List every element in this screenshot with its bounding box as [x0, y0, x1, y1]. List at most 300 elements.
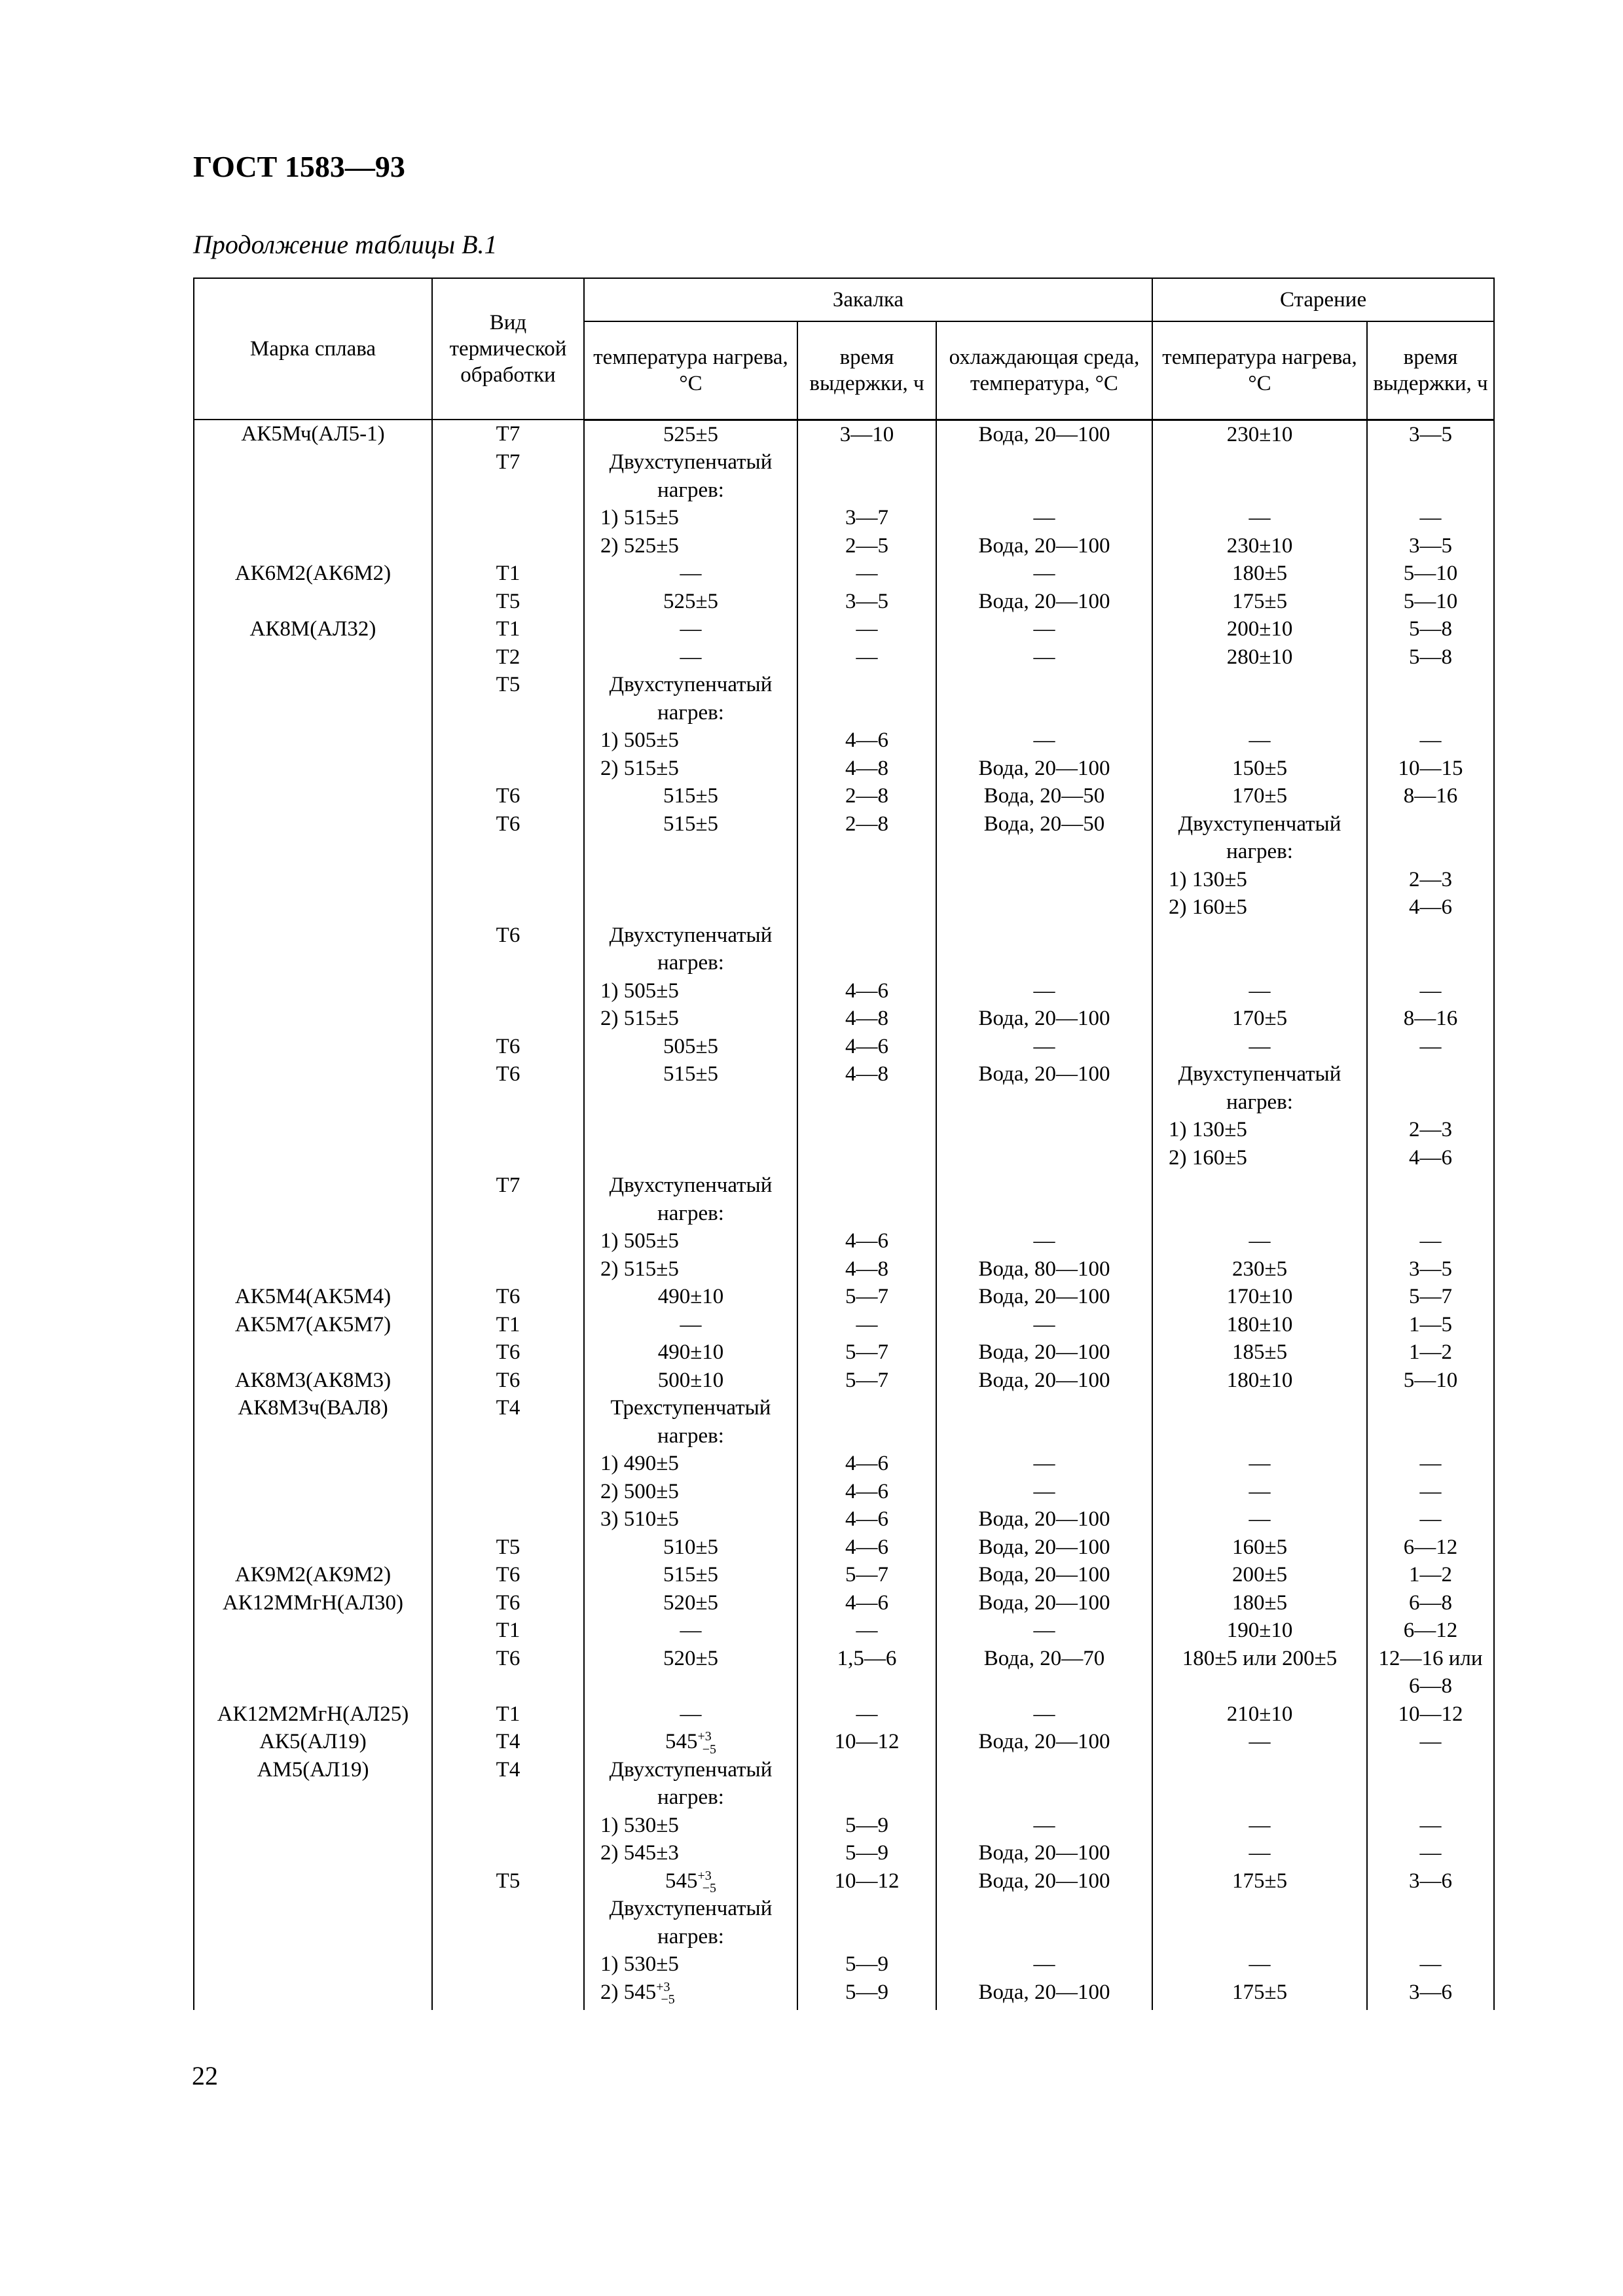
- cell-quench-temp-text: 1) 505±5: [600, 728, 679, 752]
- table-row: [194, 1144, 1494, 1172]
- cell-quench-time: [797, 699, 936, 727]
- cell-quench-time: [797, 1116, 936, 1144]
- cell-quench-temp-text: 2) 545±3: [600, 1841, 679, 1865]
- cell-quench-time-text: 3—7: [845, 506, 888, 529]
- table-row: [194, 838, 1494, 866]
- cell-aging-temp-text: 280±10: [1226, 645, 1293, 669]
- cell-alloy: [194, 1672, 432, 1700]
- cell-aging-time: [1367, 1867, 1494, 1895]
- cell-treatment: [432, 1672, 584, 1700]
- cell-quench-temp: [584, 1255, 797, 1283]
- cell-alloy: [194, 1227, 432, 1255]
- cell-aging-time: [1367, 1756, 1494, 1784]
- cell-quench-cooling: [936, 755, 1152, 783]
- cell-treatment: [432, 1227, 584, 1255]
- cell-treatment-text: Т1: [496, 562, 520, 585]
- cell-quench-temp: [584, 1227, 797, 1255]
- cell-treatment: [432, 504, 584, 532]
- cell-treatment-text: Т6: [496, 1646, 520, 1670]
- cell-quench-temp: [584, 1895, 797, 1923]
- cell-alloy: [194, 1116, 432, 1144]
- table-body: [194, 420, 1494, 2010]
- cell-alloy-text: АК5М4(АК5М4): [234, 1285, 392, 1308]
- cell-quench-cooling-text: Вода, 20—100: [978, 422, 1110, 446]
- cell-treatment: [432, 1005, 584, 1033]
- cell-quench-temp: [584, 1700, 797, 1729]
- cell-quench-cooling: [936, 1561, 1152, 1589]
- cell-quench-cooling-text: —: [1033, 728, 1055, 752]
- cell-quench-time: [797, 1756, 936, 1784]
- cell-quench-cooling: [936, 1172, 1152, 1200]
- cell-quench-cooling: [936, 1311, 1152, 1339]
- cell-quench-time: [797, 1005, 936, 1033]
- tolerance-upper: +3: [656, 1979, 670, 1994]
- cell-quench-time: [797, 1311, 936, 1339]
- cell-quench-cooling: [936, 1923, 1152, 1951]
- cell-aging-time: [1367, 838, 1494, 866]
- cell-aging-temp: [1152, 1283, 1367, 1311]
- cell-quench-temp: [584, 1979, 797, 2011]
- cell-aging-temp: [1152, 1728, 1367, 1756]
- cell-quench-time: [797, 1505, 936, 1534]
- cell-quench-cooling: [936, 1033, 1152, 1061]
- cell-aging-temp: [1152, 893, 1367, 922]
- cell-aging-time-text: 8—16: [1403, 784, 1458, 808]
- cell-aging-time-text: —: [1419, 728, 1442, 752]
- table-row: [194, 1534, 1494, 1562]
- cell-quench-temp: [584, 1728, 797, 1756]
- cell-quench-time-text: 5—7: [845, 1368, 888, 1392]
- cell-quench-temp: [584, 1033, 797, 1061]
- cell-treatment: [432, 1867, 584, 1895]
- cell-treatment: [432, 1589, 584, 1617]
- table-row: [194, 1088, 1494, 1117]
- cell-quench-cooling-text: —: [1033, 1452, 1055, 1475]
- cell-quench-temp: [584, 1172, 797, 1200]
- cell-alloy: [194, 726, 432, 755]
- cell-quench-cooling-text: —: [1033, 978, 1055, 1003]
- cell-aging-temp: [1152, 504, 1367, 532]
- cell-quench-time: [797, 726, 936, 755]
- cell-quench-time-text: 4—8: [845, 1257, 888, 1281]
- table-row: [194, 1700, 1494, 1729]
- cell-quench-cooling: [936, 1979, 1152, 2011]
- table-row: [194, 1311, 1494, 1339]
- cell-aging-time: [1367, 1116, 1494, 1144]
- cell-treatment: [432, 866, 584, 894]
- cell-quench-cooling: [936, 1060, 1152, 1088]
- cell-treatment: [432, 949, 584, 977]
- cell-treatment: [432, 922, 584, 950]
- cell-aging-time: [1367, 866, 1494, 894]
- cell-quench-temp: [584, 1116, 797, 1144]
- cell-quench-cooling: [936, 838, 1152, 866]
- cell-aging-time: [1367, 643, 1494, 672]
- cell-quench-temp-text: 1) 530±5: [600, 1813, 679, 1837]
- cell-alloy: [194, 1700, 432, 1729]
- cell-quench-temp-text: 515±5: [663, 812, 719, 836]
- cell-quench-temp-text: Двухступенчатый: [609, 1174, 773, 1197]
- cell-treatment-text: Т4: [496, 1757, 520, 1782]
- cell-quench-time: [797, 1867, 936, 1895]
- cell-alloy: [194, 1505, 432, 1534]
- cell-quench-cooling: [936, 1645, 1152, 1673]
- cell-alloy: [194, 1367, 432, 1395]
- cell-aging-time-text: 6—8: [1409, 1590, 1453, 1615]
- cell-quench-cooling-text: Вода, 20—100: [978, 1535, 1110, 1559]
- cell-aging-time-text: 5—8: [1409, 617, 1453, 641]
- col-alloy-header: Марка сплава: [194, 278, 432, 420]
- cell-quench-cooling-text: —: [1033, 1952, 1055, 1976]
- cell-quench-time: [797, 1728, 936, 1756]
- cell-quench-temp-text: 490±10: [657, 1340, 724, 1364]
- cell-quench-time: [797, 1561, 936, 1589]
- cell-quench-temp-text: нагрев:: [657, 1785, 724, 1809]
- cell-alloy: [194, 1283, 432, 1311]
- cell-quench-time-text: 5—7: [845, 1340, 888, 1364]
- cell-quench-cooling-text: —: [1033, 1479, 1055, 1503]
- cell-aging-time-text: 4—6: [1409, 1145, 1453, 1170]
- table-caption: Продолжение таблицы В.1: [193, 230, 498, 259]
- cell-aging-time: [1367, 1367, 1494, 1395]
- cell-treatment: [432, 1645, 584, 1673]
- cell-treatment-text: Т7: [496, 450, 520, 474]
- cell-quench-temp: [584, 1005, 797, 1033]
- cell-quench-cooling-text: Вода, 20—100: [978, 1340, 1110, 1364]
- cell-quench-temp-text: 525±5: [663, 422, 719, 446]
- cell-aging-time: [1367, 1005, 1494, 1033]
- cell-quench-temp-text: нагрев:: [657, 478, 724, 502]
- cell-aging-time-text: —: [1419, 1841, 1442, 1865]
- cell-aging-time-text: 12—16 или: [1378, 1646, 1483, 1670]
- cell-quench-temp: [584, 1561, 797, 1589]
- cell-treatment-text: Т6: [496, 1590, 520, 1615]
- cell-alloy-text: АК5Мч(АЛ5-1): [241, 422, 385, 446]
- table-row: [194, 643, 1494, 672]
- cell-quench-cooling: [936, 922, 1152, 950]
- cell-quench-cooling: [936, 1005, 1152, 1033]
- cell-quench-temp-text: 505±5: [663, 1034, 719, 1058]
- cell-aging-temp: [1152, 1867, 1367, 1895]
- cell-aging-temp: [1152, 1172, 1367, 1200]
- cell-aging-temp: [1152, 1338, 1367, 1367]
- cell-aging-time-text: —: [1419, 1452, 1442, 1475]
- cell-treatment-text: Т6: [496, 923, 520, 947]
- cell-aging-temp-text: 175±5: [1231, 1869, 1288, 1893]
- cell-quench-cooling: [936, 504, 1152, 532]
- cell-quench-temp-text: 2) 515±5: [600, 756, 679, 780]
- cell-quench-cooling-text: —: [1033, 1619, 1055, 1642]
- cell-treatment-text: Т2: [496, 645, 520, 669]
- cell-treatment-text: Т4: [496, 1730, 520, 1753]
- cell-quench-temp-text: нагрев:: [657, 1924, 724, 1948]
- cell-quench-temp: [584, 1923, 797, 1951]
- cell-aging-temp-text: —: [1249, 1507, 1271, 1531]
- cell-aging-time-text: 3—6: [1409, 1869, 1453, 1893]
- tolerance: [656, 1979, 675, 2007]
- cell-treatment: [432, 1283, 584, 1311]
- tolerance-lower: −5: [661, 1992, 675, 2007]
- cell-treatment: [432, 1839, 584, 1867]
- cell-aging-temp-text: 160±5: [1231, 1535, 1288, 1559]
- cell-quench-cooling: [936, 420, 1152, 448]
- cell-aging-temp-text: Двухступенчатый: [1178, 1062, 1341, 1086]
- cell-aging-temp-text: Двухступенчатый: [1178, 812, 1341, 836]
- cell-alloy: [194, 1478, 432, 1506]
- cell-aging-time: [1367, 1283, 1494, 1311]
- col-aging-time-header: время выдержки, ч: [1367, 321, 1494, 420]
- cell-quench-temp-text: 500±10: [657, 1368, 724, 1392]
- cell-quench-temp: [584, 1338, 797, 1367]
- cell-aging-time: [1367, 1672, 1494, 1700]
- cell-quench-temp-text: 515±5: [663, 784, 719, 808]
- cell-quench-cooling-text: —: [1033, 645, 1055, 669]
- cell-aging-temp: [1152, 1617, 1367, 1645]
- cell-quench-cooling-text: Вода, 20—100: [978, 1062, 1110, 1086]
- cell-alloy: [194, 782, 432, 810]
- cell-aging-time-text: 10—12: [1398, 1702, 1463, 1726]
- cell-quench-cooling-text: Вода, 20—100: [978, 1285, 1110, 1308]
- cell-treatment: [432, 1060, 584, 1088]
- table-row: [194, 1478, 1494, 1506]
- cell-aging-time-text: —: [1419, 1479, 1442, 1503]
- cell-treatment-text: Т1: [496, 1312, 520, 1336]
- cell-quench-cooling-text: —: [1033, 1813, 1055, 1837]
- cell-quench-time: [797, 1394, 936, 1422]
- cell-aging-time: [1367, 1700, 1494, 1729]
- cell-treatment: [432, 615, 584, 643]
- cell-aging-time-text: —: [1419, 1813, 1442, 1837]
- cell-treatment: [432, 1116, 584, 1144]
- cell-quench-time-text: 4—6: [845, 1590, 888, 1615]
- cell-quench-temp: [584, 588, 797, 616]
- cell-alloy: [194, 448, 432, 476]
- cell-quench-cooling-text: Вода, 20—100: [978, 756, 1110, 780]
- cell-quench-time-text: 5—9: [845, 1841, 888, 1865]
- cell-aging-temp: [1152, 1839, 1367, 1867]
- cell-quench-time: [797, 782, 936, 810]
- cell-aging-temp: [1152, 1422, 1367, 1450]
- cell-aging-time-text: —: [1419, 978, 1442, 1003]
- cell-alloy: [194, 1756, 432, 1784]
- cell-aging-temp: [1152, 1116, 1367, 1144]
- cell-aging-time-text: 3—5: [1409, 422, 1453, 446]
- table-row: [194, 1812, 1494, 1840]
- table-row: [194, 1505, 1494, 1534]
- cell-quench-cooling: [936, 1338, 1152, 1367]
- col-treatment-header: Вид термической обработки: [432, 278, 584, 420]
- cell-aging-temp: [1152, 1033, 1367, 1061]
- cell-quench-cooling: [936, 782, 1152, 810]
- cell-aging-time-text: 6—8: [1409, 1674, 1453, 1698]
- cell-alloy: [194, 866, 432, 894]
- cell-treatment: [432, 1784, 584, 1812]
- cell-quench-time: [797, 643, 936, 672]
- cell-quench-time: [797, 1283, 936, 1311]
- cell-treatment: [432, 1478, 584, 1506]
- cell-quench-temp-text: 515±5: [663, 1563, 719, 1587]
- cell-quench-temp: [584, 420, 797, 448]
- cell-aging-temp: [1152, 1450, 1367, 1478]
- cell-quench-cooling-text: —: [1033, 1312, 1055, 1336]
- cell-quench-temp: [584, 755, 797, 783]
- cell-quench-temp-text: 2) 515±5: [600, 1007, 679, 1030]
- table-row: [194, 420, 1494, 448]
- cell-aging-time-text: 2—3: [1409, 1118, 1453, 1141]
- table-row: [194, 1060, 1494, 1088]
- cell-alloy: [194, 977, 432, 1005]
- cell-aging-temp: [1152, 643, 1367, 672]
- cell-quench-time-text: 5—9: [845, 1980, 888, 2004]
- cell-treatment: [432, 1394, 584, 1422]
- cell-quench-cooling: [936, 866, 1152, 894]
- cell-aging-temp-text: —: [1249, 1479, 1271, 1503]
- cell-quench-time: [797, 1338, 936, 1367]
- cell-treatment-text: Т5: [496, 1869, 520, 1893]
- cell-alloy: [194, 588, 432, 616]
- cell-treatment: [432, 1728, 584, 1756]
- cell-quench-time: [797, 1422, 936, 1450]
- cell-quench-time: [797, 1812, 936, 1840]
- cell-treatment-text: Т6: [496, 1062, 520, 1086]
- cell-quench-cooling: [936, 810, 1152, 838]
- cell-aging-temp-text: нагрев:: [1226, 840, 1293, 863]
- cell-quench-cooling-text: —: [1033, 506, 1055, 529]
- cell-quench-cooling: [936, 1367, 1152, 1395]
- table-row: [194, 1283, 1494, 1311]
- cell-aging-temp: [1152, 1979, 1367, 2011]
- cell-quench-temp: [584, 1867, 797, 1895]
- cell-quench-time-text: 4—6: [845, 978, 888, 1003]
- cell-treatment: [432, 1255, 584, 1283]
- cell-quench-time-text: —: [856, 617, 878, 641]
- cell-alloy-text: АК6М2(АК6М2): [234, 562, 392, 585]
- col-aging-group-header: Старение: [1152, 278, 1494, 321]
- cell-quench-time: [797, 866, 936, 894]
- cell-aging-time: [1367, 810, 1494, 838]
- cell-quench-temp-text: 1) 515±5: [600, 506, 679, 529]
- table-row: [194, 1839, 1494, 1867]
- cell-aging-time-text: 1—2: [1409, 1340, 1453, 1364]
- cell-quench-temp-text: нагрев:: [657, 951, 724, 975]
- cell-quench-temp-text: Двухступенчатый: [609, 923, 773, 947]
- cell-alloy: [194, 1394, 432, 1422]
- cell-quench-cooling: [936, 1394, 1152, 1422]
- cell-quench-cooling: [936, 1227, 1152, 1255]
- cell-aging-temp-text: 190±10: [1226, 1619, 1293, 1642]
- cell-quench-time: [797, 1088, 936, 1117]
- cell-quench-cooling-text: Вода, 20—100: [978, 1563, 1110, 1587]
- cell-quench-time: [797, 504, 936, 532]
- cell-quench-temp-text: —: [680, 1702, 702, 1726]
- cell-aging-time: [1367, 726, 1494, 755]
- cell-aging-time: [1367, 1255, 1494, 1283]
- cell-aging-time-text: —: [1419, 1730, 1442, 1753]
- table-row: [194, 476, 1494, 505]
- cell-alloy: [194, 1338, 432, 1367]
- cell-treatment: [432, 1700, 584, 1729]
- cell-aging-temp: [1152, 699, 1367, 727]
- cell-alloy: [194, 1839, 432, 1867]
- col-quench-temp-header: температура нагрева, °С: [584, 321, 797, 420]
- cell-quench-cooling: [936, 1422, 1152, 1450]
- cell-quench-time: [797, 615, 936, 643]
- cell-aging-time: [1367, 782, 1494, 810]
- cell-aging-temp-text: 170±5: [1231, 784, 1288, 808]
- cell-treatment-text: Т5: [496, 1535, 520, 1559]
- cell-alloy: [194, 1534, 432, 1562]
- tolerance: [697, 1728, 716, 1756]
- cell-quench-time: [797, 1033, 936, 1061]
- cell-quench-time: [797, 1950, 936, 1979]
- cell-quench-cooling: [936, 1088, 1152, 1117]
- cell-aging-temp-text: 170±10: [1226, 1285, 1293, 1308]
- cell-quench-temp: [584, 504, 797, 532]
- cell-quench-temp-text: 2) 515±5: [600, 1257, 679, 1281]
- cell-aging-time: [1367, 1784, 1494, 1812]
- cell-aging-temp-text: 2) 160±5: [1169, 895, 1247, 919]
- cell-quench-temp: [584, 1311, 797, 1339]
- cell-aging-time: [1367, 1144, 1494, 1172]
- cell-quench-cooling: [936, 448, 1152, 476]
- cell-aging-temp-text: —: [1249, 1952, 1271, 1976]
- cell-aging-temp: [1152, 1589, 1367, 1617]
- cell-aging-temp-text: 175±5: [1231, 589, 1288, 613]
- cell-aging-temp: [1152, 866, 1367, 894]
- cell-aging-time-text: 4—6: [1409, 895, 1453, 919]
- cell-aging-time: [1367, 671, 1494, 699]
- cell-alloy: [194, 1979, 432, 2011]
- table-row: [194, 949, 1494, 977]
- cell-quench-temp-text: Двухступенчатый: [609, 450, 773, 474]
- cell-aging-temp-text: 200±10: [1226, 617, 1293, 641]
- cell-aging-time: [1367, 1728, 1494, 1756]
- cell-quench-temp: [584, 1617, 797, 1645]
- cell-aging-temp: [1152, 420, 1367, 448]
- table-row: [194, 1227, 1494, 1255]
- cell-treatment: [432, 532, 584, 560]
- cell-quench-temp-text: Двухступенчатый: [609, 1757, 773, 1782]
- cell-aging-temp: [1152, 838, 1367, 866]
- cell-aging-temp: [1152, 1478, 1367, 1506]
- cell-aging-time-text: 5—7: [1409, 1285, 1453, 1308]
- cell-aging-temp-text: —: [1249, 728, 1271, 752]
- cell-alloy: [194, 1923, 432, 1951]
- cell-aging-temp: [1152, 1784, 1367, 1812]
- cell-aging-time: [1367, 699, 1494, 727]
- cell-alloy-text: АК5М7(АК5М7): [234, 1312, 392, 1336]
- cell-quench-time: [797, 838, 936, 866]
- table-row: [194, 782, 1494, 810]
- cell-quench-cooling: [936, 532, 1152, 560]
- cell-quench-temp: [584, 1144, 797, 1172]
- cell-quench-cooling: [936, 1617, 1152, 1645]
- cell-quench-time: [797, 1923, 936, 1951]
- cell-quench-time: [797, 1589, 936, 1617]
- table-row: [194, 1172, 1494, 1200]
- cell-quench-temp: [584, 922, 797, 950]
- cell-quench-cooling-text: Вода, 20—100: [978, 589, 1110, 613]
- tolerance-upper: +3: [697, 1729, 712, 1744]
- cell-quench-cooling: [936, 588, 1152, 616]
- cell-quench-temp-text: 525±5: [663, 589, 719, 613]
- cell-alloy-text: АК12ММгН(АЛ30): [222, 1590, 404, 1615]
- cell-aging-time: [1367, 1979, 1494, 2011]
- cell-aging-temp-text: —: [1249, 506, 1271, 529]
- cell-aging-time-text: 5—10: [1403, 1368, 1458, 1392]
- cell-alloy: [194, 838, 432, 866]
- cell-aging-temp: [1152, 1950, 1367, 1979]
